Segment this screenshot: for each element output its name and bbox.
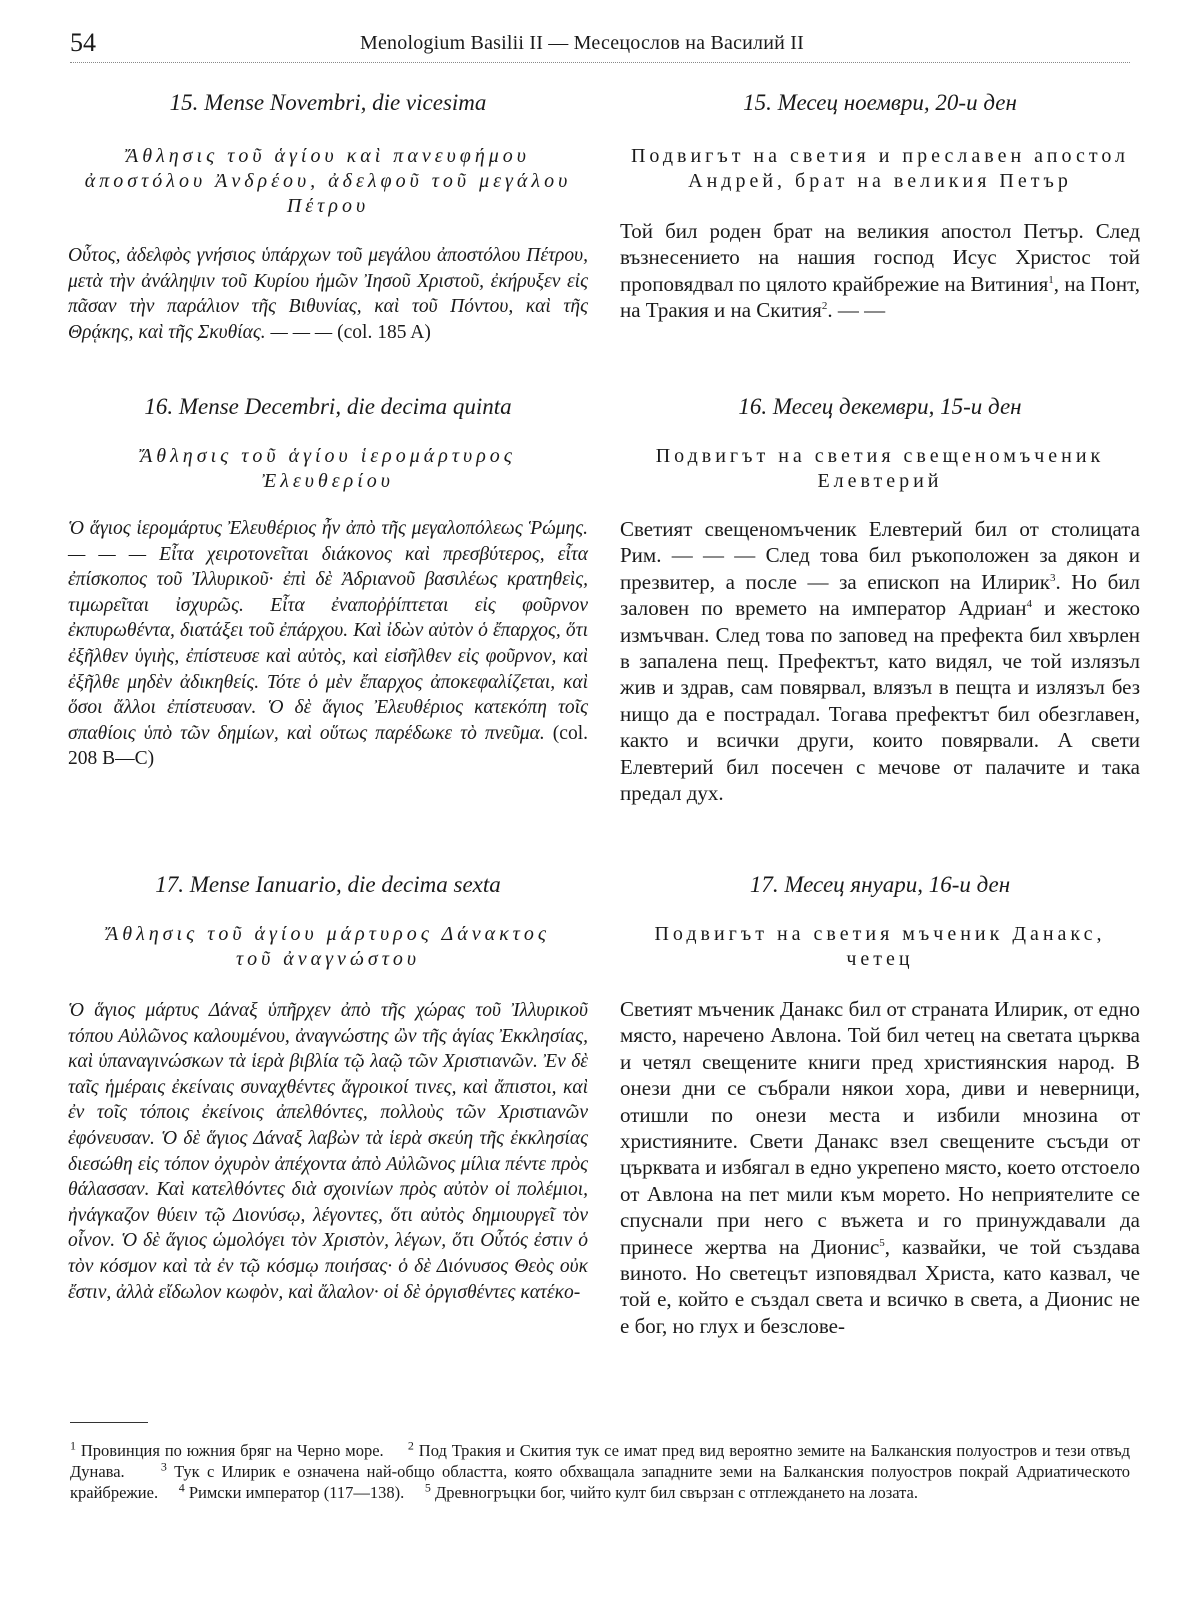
entry-body	[68, 516, 588, 772]
body-text: Светият мъченик Данакс бил от страната Илирик, от едно място, наречено Авлона. Той бил четец на светата църква и четял свещените книги пред християнския народ. В онези дни се събрали някои хора, диви и неверници, отишли по онези места и избили мнозина от християните. Свети Данакс взел свещените съсъди от църквата и избягал в едно укрепено място, което отстоело от Авлона на пет мили към морето. Но неприятелите се спуснали при него с въжета и го принуждавали да принесе жертва на Дионис	[620, 997, 1140, 1259]
footnote-text: Тук с Илирик е означена най-общо областта, която обхващала западните земи на Балканския полуостров покрай Адриатическото крайбрежие.	[70, 1462, 1131, 1502]
body-text: . Но бил заловен по времето на император Адриан	[620, 569, 1140, 621]
entry-title: Подвигът на светия свещеномъченик Елевтерий	[655, 445, 1105, 492]
footnote-text: Под Тракия и Скития тук се имат пред вид вероятно земите на Балканския полуостров и тези отвъд Дунава.	[70, 1441, 1131, 1481]
entry-title: Подвигът на светия и преславен апостол Андрей, брат на великия Петър	[630, 145, 1130, 192]
page-number: 54	[70, 28, 96, 57]
entry-title: Ἄθλησις τοῦ ἁγίου ἱερομάρτυρος Ἐλευθερίου	[140, 445, 516, 492]
section-heading: 17. Месец януари, 16-и ден	[749, 872, 1011, 897]
entry-body	[68, 243, 588, 345]
entry-body: Ὁ ἅγιος μάρτυς Δάναξ ὑπῆρχεν ἀπὸ τῆς χώρας τοῦ Ἰλλυρικοῦ τόπου Αὐλῶνος καλουμένου, ἀναγνώστης ὢν τῆς ἁγίας Ἐκκλησίας, καὶ ὑπαναγινώσκων τὰ ἱερὰ βιβλία τῷ λαῷ τῶν Χριστιανῶν. Ἐν δὲ ταῖς ἡμέραις ἐκείναις συναχθέντες ἄγροικοί τινες, καὶ ἄπιστοι, καὶ ἐν τοῖς τόποις ἐκείνοις ἀπελθόντες, πολλοὺς τῶν Χριστιανῶν ἐφόνευσαν. Ὁ δὲ ἅγιος Δάναξ λαβὼν τὰ ἱερὰ σκεύη τῆς ἐκκλησίας διεσώθη εἰς τόπον ὀχυρὸν ἀπέχοντα ἀπὸ Αὐλῶνος μίλια πέντε πρὸς θάλασσαν. Καὶ κατελθόντες διὰ σχοινίων πρὸς αὐτὸν οἱ πολέμιοι, ἠνάγκαζον θύειν τῷ Διονύσῳ, λέγοντες, ὅτι αὐτὸς δημιουργεῖ τὸν οἶνον. Ὁ δὲ ἅγιος ὡμολόγει τὸν Χριστὸν, λέγων, ὅτι Οὗτός ἐστιν ὁ τὸν κόσμον καὶ τὰ ἐν τῷ κόσμῳ ποιήσας· ὁ δὲ Διόνυσος Θεὸς οὐκ ἔστιν, ἀλλὰ εἴδωλον κωφὸν, καὶ ἄλαλον· οἱ δὲ ὀργισθέντες κατέκο-	[68, 1000, 588, 1303]
footnote-mark: 1	[70, 1438, 76, 1453]
section-heading: 17. Mense Ianuario, die decima sexta	[155, 872, 501, 897]
body-text: Той бил роден брат на великия апостол Петър. След възнесението на нашия господ Исус Христос той проповядвал по цялото крайбрежие на Витиния	[620, 219, 1140, 296]
body-text: Светият свещеномъченик Елевтерий бил от столицата Рим. — — — След това бил ръкоположен за дякон и презвитер, а после — за епископ на Илирик	[620, 517, 1140, 594]
footnote-text: Римски император (117—138).	[188, 1483, 405, 1502]
header-divider	[70, 62, 1130, 63]
entry-title: Подвигът на светия мъченик Данакс, четец	[654, 923, 1106, 970]
section-heading: 16. Mense Decembri, die decima quinta	[144, 394, 512, 419]
body-text: и жестоко измъчван. След това по заповед на префекта бил хвърлен в запалена пещ. Префектът, като видял, че той излязъл жив и здрав, сам повярвал, влязъл в пещта и излязъл без нищо да е пострадал. Тогава префектът бил обезглавен, както и всички други, които повярвали. А свети Елевтерий бил посечен с мечове от палачите и така предал дух.	[620, 596, 1141, 806]
section-heading: 16. Месец декември, 15-и ден	[738, 394, 1022, 419]
footnote-mark: 4	[178, 1480, 185, 1495]
entry-15-greek	[68, 90, 588, 345]
entry-17-greek	[68, 872, 588, 1305]
entry-16-greek	[68, 394, 588, 772]
column-reference: (col. 185 A)	[337, 321, 431, 343]
footnote-marker: 4	[1026, 598, 1032, 611]
footnote-4	[178, 1480, 405, 1502]
footnote-divider	[70, 1422, 148, 1423]
body-text: , на Понт, на Тракия и на Скития	[620, 271, 1141, 323]
footnote-mark: 5	[424, 1480, 431, 1495]
entry-body	[620, 996, 1140, 1339]
entry-body	[620, 218, 1140, 324]
footnote-mark: 2	[407, 1438, 414, 1453]
footnote-marker: 2	[821, 300, 828, 313]
section-heading: 15. Mense Novembri, die vicesima	[169, 90, 487, 115]
entry-16-bulgarian	[620, 394, 1140, 806]
footnote-text: Древногръцки бог, чийто култ бил свързан с отглеждането на лозата.	[435, 1483, 918, 1502]
footnote-marker: 1	[1048, 273, 1054, 286]
footnote-5	[424, 1480, 918, 1502]
page-header	[70, 28, 1130, 64]
entry-body	[620, 516, 1140, 806]
entry-title: Ἄθλησις τοῦ ἁγίου καὶ πανευφήμου ἀποστόλου Ἀνδρέου, ἀδελφοῦ τοῦ μεγάλου Πέτρου	[84, 145, 572, 217]
body-text: Ὁ ἅγιος ἱερομάρτυς Ἐλευθέριος ἦν ἀπὸ τῆς μεγαλοπόλεως Ῥώμης. — — — Εἶτα χειροτονεῖται διάκονος καὶ πρεσβύτερος, εἶτα ἐπίσκοπος τοῦ Ἰλλυρικοῦ· ἐπὶ δὲ Ἀδριανοῦ βασιλέως κρατηθεὶς, τιμωρεῖται ἰσχυρῶς. Εἶτα ἐναποῤῥίπτεται εἰς φοῦρνον ἐκπυρωθέντα, διατάξει τοῦ ἐπάρχου. Καὶ ἰδὼν αὐτὸν ὁ ἔπαρχος, ὅτι ἐξῆλθεν ὑγιὴς, ἐπίστευσε καὶ αὐτὸς, καὶ εἰσῆλθεν εἰς φοῦρνον, καὶ ἐξῆλθε μηδὲν ἀδικηθείς. Τότε ὁ μὲν ἔπαρχος ἀποκεφαλίζεται, καὶ ὅσοι ἄλλοι ἐπίστευσαν. Ὁ δὲ ἅγιος Ἐλευθέριος κατεκόπη τοῖς σπαθίοις ὑπὸ τῶν δημίων, καὶ οὕτως παρέδωκε τὸ πνεῦμα.	[68, 518, 588, 744]
footnotes	[70, 1440, 1130, 1503]
footnote-1	[70, 1438, 384, 1460]
footnote-marker: 5	[879, 1236, 885, 1249]
entry-17-bulgarian	[620, 872, 1140, 1339]
footnote-mark: 3	[160, 1459, 167, 1474]
body-text: , казвайки, че той създава виното. Но светецът изповядвал Христа, като казвал, че той е, който е създал света и всичко в света, а Дионис не е бог, но глух и безслове-	[620, 1234, 1140, 1338]
body-text: Οὗτος, ἀδελφὸς γνήσιος ὑπάρχων τοῦ μεγάλου ἀποστόλου Πέτρου, μετὰ τὴν ἀνάληψιν τοῦ Κυρίου ἡμῶν Ἰησοῦ Χριστοῦ, ἐκήρυξεν εἰς πᾶσαν τὴν παράλιον τῆς Βιθυνίας, καὶ τοῦ Πόντου, καὶ τῆς Θρᾴκης, καὶ τῆς Σκυθίας. — — —	[68, 245, 588, 343]
section-heading: 15. Месец ноември, 20-и ден	[743, 90, 1017, 115]
entry-15-bulgarian	[620, 90, 1140, 324]
column-reference: (col. 208 B—C)	[68, 722, 588, 770]
footnote-text: Провинция по южния бряг на Черно море.	[80, 1441, 384, 1460]
body-text: . — —	[827, 298, 886, 323]
footnote-marker: 3	[1049, 571, 1056, 584]
entry-title: Ἄθλησις τοῦ ἁγίου μάρτυρος Δάνακτος τοῦ ἀναγνώστου	[106, 923, 550, 970]
running-title: Menologium Basilii II — Месецослов на Василий II	[360, 32, 804, 54]
